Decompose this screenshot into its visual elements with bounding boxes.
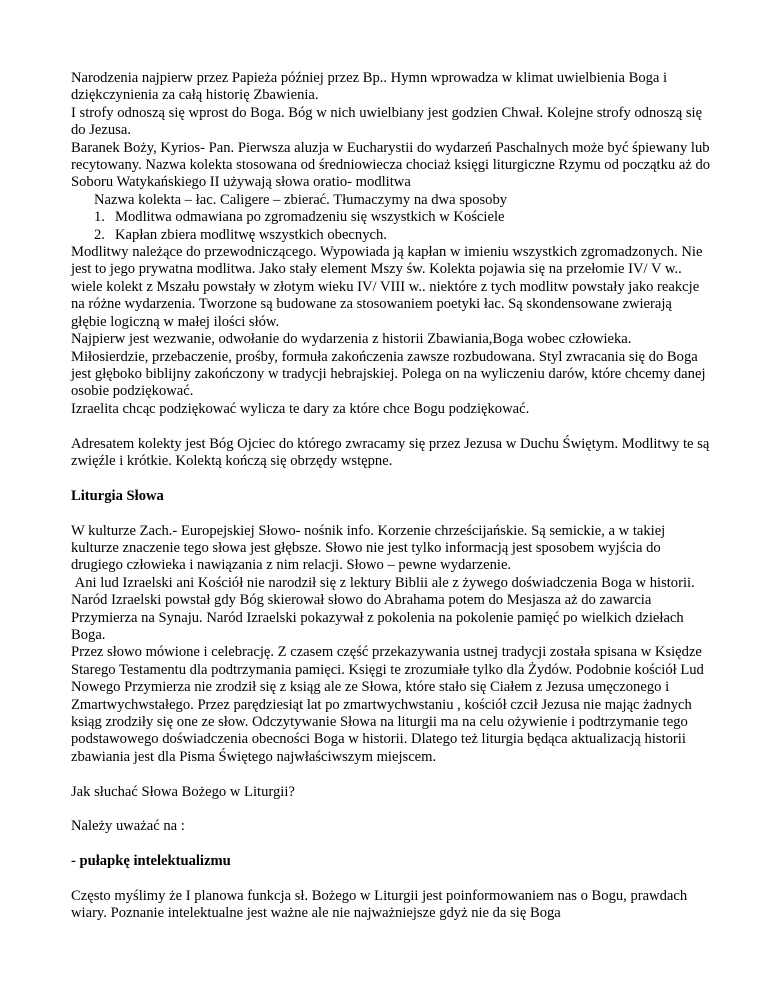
- paragraph-strofy: I strofy odnoszą się wprost do Boga. Bóg w nich uwielbiany jest godzien Chwał. Kolejne strofy odnoszą się do Jezusa.: [71, 104, 703, 139]
- list-item-text: Modlitwa odmawiana po zgromadzeniu się wszystkich w Kościele: [115, 209, 505, 226]
- paragraph-slowo-mowione: Przez słowo mówione i celebrację. Z czasem część przekazywania ustnej tradycji została spisana w Księdze Starego Testamentu dla podtrzymania pamięci. Księgi te zrozumiałe tylko dla Żydów. Podobnie kościół Lud Nowego Przymierza nie zrodził się z ksiąg ale ze Słowa, które stało się Ciałem z Jezusa umęczonego i Zmartwychwstałego. Przez parędziesiąt lat po zmartwychwstaniu , kościół czcił Jezusa nie mając żadnych ksiąg zrodziły się one ze słow. Odczytywanie Słowa na liturgii ma na celu ożywienie i podtrzymanie tego podstawowego doświadczenia obecności Boga w historii. Dlatego też liturgia będąca aktualizacją historii zbawiania jest dla Pisma Świętego najwłaściwszym miejscem.: [71, 644, 704, 765]
- document-page: [71, 70, 711, 923]
- section-heading-pulapka: - pułapkę intelektualizmu: [71, 853, 231, 870]
- blank-line: [71, 871, 711, 888]
- paragraph-kolekta-name: Nazwa kolekta – łac. Caligere – zbierać. Tłumaczymy na dwa sposoby: [94, 191, 508, 208]
- blank-line: [71, 766, 711, 783]
- paragraph-lud-izraelski: Ani lud Izraelski ani Kościół nie narodził się z lektury Biblii ale z żywego doświadczenia Boga w historii. Naród Izraelski powstał gdy Bóg skierował słowo do Abrahama potem do Mesjasza aż do zawarcia Przymierza na Synaju. Naród Izraelski pokazywał z pokolenia na pokolenie pamięć po wielkich dziełach Boga.: [71, 574, 699, 643]
- paragraph-czesto: Często myślimy że I planowa funkcja sł. Bożego w Liturgii jest poinformowaniem nas o Bogu, prawdach wiary. Poznanie intelektualne jest ważne ale nie najważniejsze gdyż nie da się Boga: [71, 887, 688, 922]
- paragraph-adresat: Adresatem kolekty jest Bóg Ojciec do którego zwracamy się przez Jezusa w Duchu Świętym. Modlitwy te są zwięźle i krótkie. Kolektą kończą się obrzędy wstępne.: [71, 435, 710, 469]
- paragraph-nalezy: Należy uważać na :: [71, 818, 185, 835]
- list-item: [71, 227, 711, 244]
- blank-line: [71, 505, 711, 522]
- list-item: [71, 209, 711, 226]
- blank-line: [71, 470, 711, 487]
- paragraph-kultura: W kulturze Zach.- Europejskiej Słowo- nośnik info. Korzenie chrześcijańskie. Są semickie, a w takiej kulturze znaczenie tego słowa jest głębsze. Słowo nie jest tylko informacją jest sposobem wyjścia do drugiego człowieka i nawiązania z nim relacji. Słowo – pewne wydarzenie.: [71, 522, 666, 574]
- section-heading-liturgia-slowa: Liturgia Słowa: [71, 487, 164, 504]
- paragraph-izraelita: Izraelita chcąc podziękować wylicza te dary za które chce Bogu podziękować.: [71, 400, 530, 417]
- paragraph-baranek: Baranek Boży, Kyrios- Pan. Pierwsza aluzja w Eucharystii do wydarzeń Paschalnych może być śpiewany lub recytowany. Nazwa kolekta stosowana od średniowiecza chociaż księgi liturgiczne Rzymu od początku aż do Soboru Watykańskiego II używają słowa oratio- modlitwa: [71, 139, 711, 191]
- blank-line: [71, 801, 711, 818]
- paragraph-modlitwy: Modlitwy należące do przewodniczącego. Wypowiada ją kapłan w imieniu wszystkich zgromadzonych. Nie jest to jego prywatna modlitwa. Jako stały element Mszy św. Kolekta pojawia się na przełomie IV/ V w.. wiele kolekt z Mszału powstały w złotym wieku IV/ VIII w.. niektóre z tych modlitw powstały jako reakcje na różne wydarzenia. Tworzone są budowane za stosowaniem poetyki łac. Są skondensowane zwierają głębie logiczną w małej ilości słów.: [71, 244, 703, 330]
- kolekta-numbered-list: [71, 209, 711, 244]
- list-number: 1.: [94, 209, 105, 226]
- paragraph-hymn: Narodzenia najpierw przez Papieża później przez Bp.. Hymn wprowadza w klimat uwielbienia Boga i dziękczynienia za całą historię Zbawienia.: [71, 70, 668, 104]
- list-item-text: Kapłan zbiera modlitwę wszystkich obecnych.: [115, 226, 387, 243]
- list-number: 2.: [94, 226, 105, 243]
- blank-line: [71, 418, 711, 435]
- paragraph-wezwanie: Najpierw jest wezwanie, odwołanie do wydarzenia z historii Zbawiania,Boga wobec człowieka. Miłosierdzie, przebaczenie, prośby, formuła zakończenia zawsze rozbudowana. Styl zwracania się do Boga jest głęboko biblijny zakończony w tradycji hebrajskiej. Polega on na wyliczeniu darów, które chcemy danej osobie podziękować.: [71, 331, 706, 400]
- paragraph-question: Jak słuchać Słowa Bożego w Liturgii?: [71, 783, 295, 800]
- blank-line: [71, 836, 711, 853]
